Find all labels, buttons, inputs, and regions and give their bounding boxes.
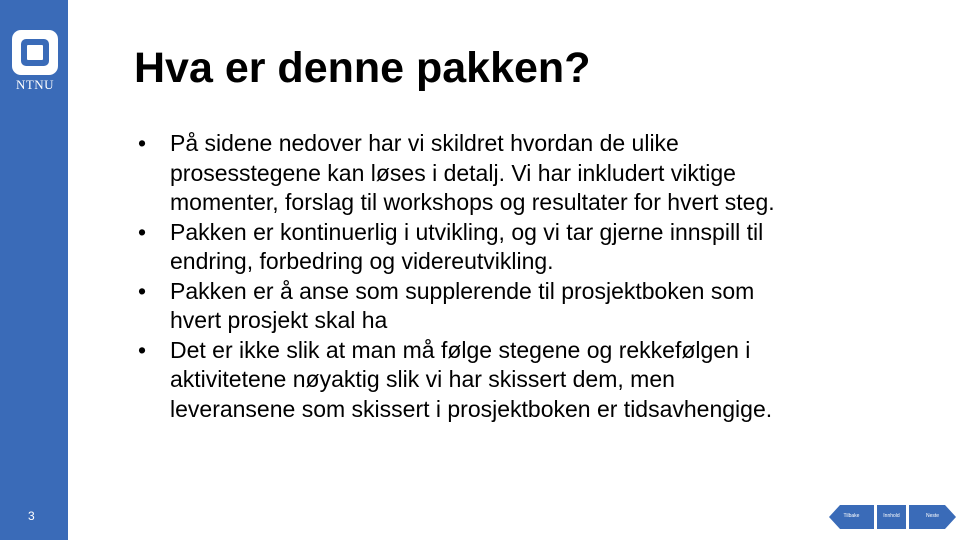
slide-title: Hva er denne pakken? — [134, 44, 591, 92]
bullet-marker: • — [138, 130, 147, 156]
bullet-line: Det er ikke slik at man må følge stegene og rekkefølgen i — [170, 336, 751, 363]
bullet-line: aktivitetene nøyaktig slik vi har skissert dem, men — [170, 366, 675, 392]
next-slide-button[interactable] — [909, 505, 956, 529]
previous-slide-label: Tilbake — [843, 513, 860, 519]
bullet-item — [134, 277, 904, 336]
next-slide-label: Neste — [925, 513, 940, 519]
bullet-line: Pakken er kontinuerlig i utvikling, og vi tar gjerne innspill til — [170, 218, 764, 245]
bullet-marker: • — [138, 336, 147, 363]
sidebar — [0, 0, 68, 540]
bullet-item — [134, 218, 904, 277]
bullet-item — [134, 336, 904, 425]
page-number: 3 — [28, 509, 35, 523]
bullet-line: På sidene nedover har vi skildret hvordan de ulike — [170, 130, 679, 156]
bullet-item — [134, 129, 904, 218]
previous-slide-button[interactable] — [829, 505, 874, 529]
bullet-line: leveransene som skissert i prosjektboken er tidsavhengige. — [170, 395, 773, 422]
ntnu-logo-icon — [11, 29, 59, 76]
contents-button[interactable] — [877, 505, 906, 529]
bullet-line: Pakken er å anse som supplerende til prosjektboken som — [170, 277, 755, 304]
bullet-line: hvert prosjekt skal ha — [170, 307, 388, 333]
contents-label: Innhold — [883, 513, 900, 519]
bullet-marker: • — [138, 277, 147, 304]
bullet-line: momenter, forslag til workshops og resultater for hvert steg. — [170, 189, 775, 215]
bullet-line: prosesstegene kan løses i detalj. Vi har inkludert viktige — [170, 159, 736, 186]
bullet-marker: • — [138, 218, 147, 245]
bullet-list — [134, 129, 904, 424]
bullet-line: endring, forbedring og videreutvikling. — [170, 248, 554, 274]
logo-text: NTNU — [15, 77, 55, 92]
